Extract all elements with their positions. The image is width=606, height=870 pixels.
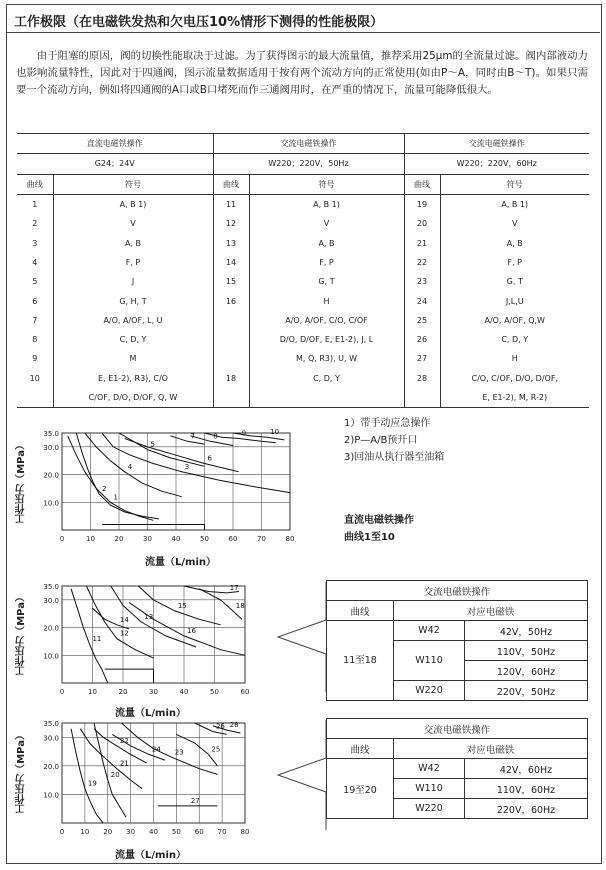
- curve-cell: 23: [404, 272, 440, 291]
- y-tick-label: 35.0: [43, 583, 59, 591]
- curve-cell: 22: [404, 253, 440, 272]
- y-tick-label: 35.0: [43, 430, 59, 438]
- series-label: 12: [119, 629, 129, 638]
- col-symbol: 符号: [440, 174, 589, 194]
- series-label: 1: [113, 493, 118, 502]
- symbol-cell: C/O, C/OF, D/O, D/OF,: [440, 369, 589, 388]
- ac-magnet-code: W110: [394, 641, 465, 681]
- symbol-cell: G, T: [440, 272, 589, 291]
- series-label: 28: [229, 721, 239, 730]
- chart3-ylabel: 工作压力（MPa）: [16, 730, 27, 814]
- curve-cell: 14: [213, 253, 249, 272]
- series-label: 5: [150, 440, 155, 449]
- series-label: 26: [215, 722, 225, 731]
- curve-cell: 19: [404, 194, 440, 214]
- group-header-ac50: 交流电磁铁操作: [213, 134, 404, 154]
- x-tick-label: 60: [228, 535, 238, 543]
- symbol-cell: M: [53, 349, 213, 368]
- chart-ac60: [30, 715, 255, 843]
- y-tick-label: 30.0: [43, 734, 59, 743]
- ac-curve-range: 11至18: [327, 621, 394, 701]
- x-tick-label: 20: [114, 535, 124, 543]
- chart3-xlabel: 流量（L/min）: [115, 850, 186, 861]
- symbol-cell: F, P: [440, 253, 589, 272]
- y-tick-label: 35.0: [43, 720, 59, 728]
- x-tick-label: 10: [88, 688, 97, 696]
- curve-cell: [404, 388, 440, 408]
- ac-table-50hz: [326, 580, 588, 701]
- ac-curve-range: 19至20: [327, 759, 394, 819]
- series-label: 4: [127, 462, 133, 471]
- x-tick-label: 30: [126, 828, 136, 836]
- curve-cell: [213, 311, 249, 330]
- curve-cell: 15: [213, 272, 249, 291]
- x-tick-label: 50: [171, 828, 181, 836]
- intro-paragraph: 由于阻塞的原因，阀的切换性能取决于过滤。为了获得图示的最大流量值，推荐采用25μm的全流量过滤。阀内部液动力也影响流量特性，因此对于四通阀，图示流量数据适用于按有两个流动方向的正常使用(如由P～A，同时由B～T)。如果只需要一个流动方向，例如将四通阀的A口或B口堵死而作三通阀用时，在严重的情况下，流量可能降低很大。: [16, 50, 588, 96]
- symbol-cell: M, Q, R3), U, W: [249, 349, 404, 368]
- curve-cell: 28: [404, 369, 440, 388]
- series-line-7: [170, 436, 204, 444]
- ac-magnet-code: W220: [394, 681, 465, 701]
- series-label: 23: [174, 748, 184, 757]
- curve-cell: 5: [32, 277, 38, 287]
- y-tick-label: 10.0: [43, 652, 59, 661]
- series-line-11: [71, 589, 108, 683]
- ac-magnet-code: W42: [394, 621, 465, 641]
- symbol-cell: G, H, T: [53, 291, 213, 310]
- series-label: 21: [119, 759, 129, 768]
- series-label: 14: [119, 615, 129, 624]
- y-tick-label: 10.0: [43, 499, 59, 508]
- y-tick-label: 30.0: [43, 443, 59, 452]
- curve-cell: 3: [32, 238, 38, 248]
- symbol-cell: J: [53, 272, 213, 291]
- series-line-2b: [102, 525, 205, 531]
- ac-magnet-code: W110: [394, 779, 465, 799]
- symbol-cell: C, D, Y: [53, 330, 213, 349]
- y-tick-label: 20.0: [43, 471, 59, 480]
- curve-cell: 2: [32, 219, 38, 229]
- curve-cell: [213, 349, 249, 368]
- chart1-xlabel: 流量（L/min）: [145, 557, 216, 568]
- x-tick-label: 40: [171, 535, 181, 543]
- chart-dc: [30, 425, 300, 550]
- curve-cell: 13: [213, 233, 249, 252]
- series-label: 20: [110, 771, 120, 780]
- voltage-dc: G24；24V: [17, 154, 213, 174]
- dc-caption-line: 曲线1至10: [344, 532, 395, 543]
- ac-col-magnet: 对应电磁铁: [394, 739, 588, 759]
- curve-cell: 8: [32, 335, 38, 345]
- symbol-cell: J,L,U: [440, 291, 589, 310]
- voltage-ac50: W220；220V，50Hz: [213, 154, 404, 174]
- series-label: 16: [187, 626, 196, 635]
- curve-cell: 1: [32, 200, 38, 210]
- ac-magnet-spec: 42V，60Hz: [465, 759, 588, 779]
- page-title: 工作极限（在电磁铁发热和欠电压10%情形下测得的性能极限）: [14, 15, 384, 30]
- ac-col-curve: 曲线: [327, 601, 394, 621]
- symbol-cell: F, P: [249, 253, 404, 272]
- x-tick-label: 20: [118, 688, 128, 696]
- chart2-ylabel: 工作压力（MPa）: [16, 592, 27, 676]
- series-label: 22: [119, 736, 129, 745]
- symbol-cell: G, T: [249, 272, 404, 291]
- ac-col-curve: 曲线: [327, 739, 394, 759]
- ac-magnet-spec: 42V，50Hz: [465, 621, 588, 641]
- series-label: 19: [87, 779, 97, 788]
- dc-caption-line: 直流电磁铁操作: [344, 515, 414, 526]
- x-tick-label: 0: [59, 828, 65, 836]
- x-tick-label: 10: [86, 535, 95, 543]
- y-tick-label: 20.0: [43, 762, 59, 771]
- x-tick-label: 40: [179, 688, 189, 696]
- x-tick-label: 30: [149, 688, 158, 696]
- curve-cell: 10: [29, 373, 40, 383]
- y-tick-label: 20.0: [43, 624, 59, 633]
- x-tick-label: 50: [210, 688, 219, 696]
- symbol-cell: V: [440, 214, 589, 233]
- ac-magnet-spec: 110V，50Hz: [465, 641, 588, 661]
- ac-magnet-spec: 220V，60Hz: [465, 799, 588, 819]
- col-curve: 曲线: [404, 174, 440, 194]
- ac-table-header: 交流电磁铁操作: [327, 581, 588, 601]
- title-divider: [6, 32, 600, 33]
- spec-table: [17, 133, 589, 408]
- x-tick-label: 70: [217, 828, 227, 836]
- x-tick-label: 60: [194, 828, 204, 836]
- dc-caption: [344, 512, 414, 546]
- symbol-cell: A, B 1): [53, 194, 213, 214]
- footnote: 2)P—A/B预开口: [344, 435, 418, 446]
- symbol-cell: E, E1-2), M, R-2): [440, 388, 589, 408]
- spec-table-body: [17, 194, 589, 407]
- curve-cell: 24: [404, 291, 440, 310]
- series-label: 27: [190, 796, 200, 805]
- col-curve: 曲线: [213, 174, 249, 194]
- symbol-cell: A, B 1): [440, 194, 589, 214]
- curve-cell: 26: [404, 330, 440, 349]
- series-label: 24: [151, 745, 161, 754]
- series-label: 9: [241, 429, 247, 438]
- x-tick-label: 60: [240, 688, 250, 696]
- series-label: 10: [270, 428, 280, 437]
- series-label: 7: [190, 432, 195, 441]
- footnote: 1）带手动应急操作: [344, 418, 431, 429]
- ac-magnet-spec: 120V，60Hz: [465, 661, 588, 681]
- series-label: 8: [213, 432, 218, 441]
- col-curve: 曲线: [17, 174, 53, 194]
- series-line-step: [105, 669, 154, 683]
- curve-cell: 18: [213, 369, 249, 388]
- series-label: 17: [229, 583, 239, 592]
- series-label: 2: [102, 484, 107, 493]
- chart-ac50: [30, 578, 255, 703]
- series-label: 25: [211, 745, 221, 754]
- x-tick-label: 30: [143, 535, 152, 543]
- symbol-cell: H: [249, 291, 404, 310]
- x-tick-label: 0: [59, 535, 65, 543]
- symbol-cell: H: [440, 349, 589, 368]
- series-label: 15: [177, 601, 187, 610]
- curve-cell: 25: [404, 311, 440, 330]
- symbol-cell: A/O, A/OF, L, U: [53, 311, 213, 330]
- symbol-cell: A/O, A/OF, Q,W: [440, 311, 589, 330]
- ac-table-header: 交流电磁铁操作: [327, 719, 588, 739]
- x-tick-label: 40: [149, 828, 158, 836]
- x-tick-label: 80: [240, 828, 250, 836]
- symbol-cell: A, B 1): [249, 194, 404, 214]
- symbol-cell: A, B: [53, 233, 213, 252]
- curve-cell: 6: [32, 296, 38, 306]
- series-label: 11: [92, 635, 102, 644]
- curve-cell: [213, 330, 249, 349]
- x-tick-label: 0: [59, 688, 65, 696]
- curve-cell: 11: [213, 194, 249, 214]
- col-symbol: 符号: [53, 174, 213, 194]
- chart1-ylabel: 工作压力（MPa）: [16, 440, 27, 524]
- symbol-cell: C, D, Y: [249, 369, 404, 388]
- series-label: 18: [235, 601, 245, 610]
- curve-cell: 20: [404, 214, 440, 233]
- symbol-cell: V: [53, 214, 213, 233]
- ac-magnet-code: W42: [394, 759, 465, 779]
- symbol-cell: D/O, D/OF, E, E1-2), J, L: [249, 330, 404, 349]
- ac-magnet-code: W220: [394, 799, 465, 819]
- ac-table-60hz: [326, 718, 588, 819]
- col-symbol: 符号: [249, 174, 404, 194]
- x-tick-label: 10: [80, 828, 90, 836]
- voltage-ac60: W220；220V，60Hz: [404, 154, 589, 174]
- curve-cell: 4: [32, 257, 38, 267]
- symbol-cell: C/OF, D/O, D/OF, Q, W: [53, 388, 213, 408]
- curve-cell: 9: [32, 354, 38, 364]
- group-header-ac60: 交流电磁铁操作: [404, 134, 589, 154]
- x-tick-label: 70: [257, 535, 266, 543]
- curve-cell: 16: [213, 291, 249, 310]
- curve-cell: 21: [404, 233, 440, 252]
- series-label: 6: [207, 454, 212, 463]
- footnote: 3)回油从执行器至油箱: [344, 452, 445, 463]
- ac-col-magnet: 对应电磁铁: [394, 601, 588, 621]
- footnotes: [344, 415, 444, 466]
- y-tick-label: 30.0: [43, 596, 59, 605]
- symbol-cell: F, P: [53, 253, 213, 272]
- series-label: 13: [144, 613, 154, 622]
- x-tick-label: 20: [103, 828, 113, 836]
- symbol-cell: V: [249, 214, 404, 233]
- curve-cell: 7: [32, 315, 38, 325]
- chart2-xlabel: 流量（L/min）: [115, 708, 186, 719]
- curve-cell: 12: [213, 214, 249, 233]
- series-label: 3: [184, 462, 190, 471]
- x-tick-label: 80: [285, 535, 295, 543]
- ac-magnet-spec: 110V，60Hz: [465, 779, 588, 799]
- symbol-cell: A/O, A/OF, C/O, C/OF: [249, 311, 404, 330]
- curve-cell: 27: [404, 349, 440, 368]
- y-tick-label: 10.0: [43, 791, 59, 800]
- symbol-cell: C, D, Y: [440, 330, 589, 349]
- symbol-cell: [249, 388, 404, 408]
- group-header-dc: 直流电磁铁操作: [17, 134, 213, 154]
- symbol-cell: A, B: [440, 233, 589, 252]
- pointer-arrow: [276, 718, 328, 833]
- curve-cell: [17, 388, 53, 408]
- symbol-cell: A, B: [249, 233, 404, 252]
- ac-magnet-spec: 220V，50Hz: [465, 681, 588, 701]
- series-line-4: [85, 433, 182, 497]
- x-tick-label: 50: [200, 535, 209, 543]
- pointer-arrow: [276, 580, 328, 695]
- symbol-cell: E, E1-2), R3), C/O: [53, 369, 213, 388]
- curve-cell: [213, 388, 249, 408]
